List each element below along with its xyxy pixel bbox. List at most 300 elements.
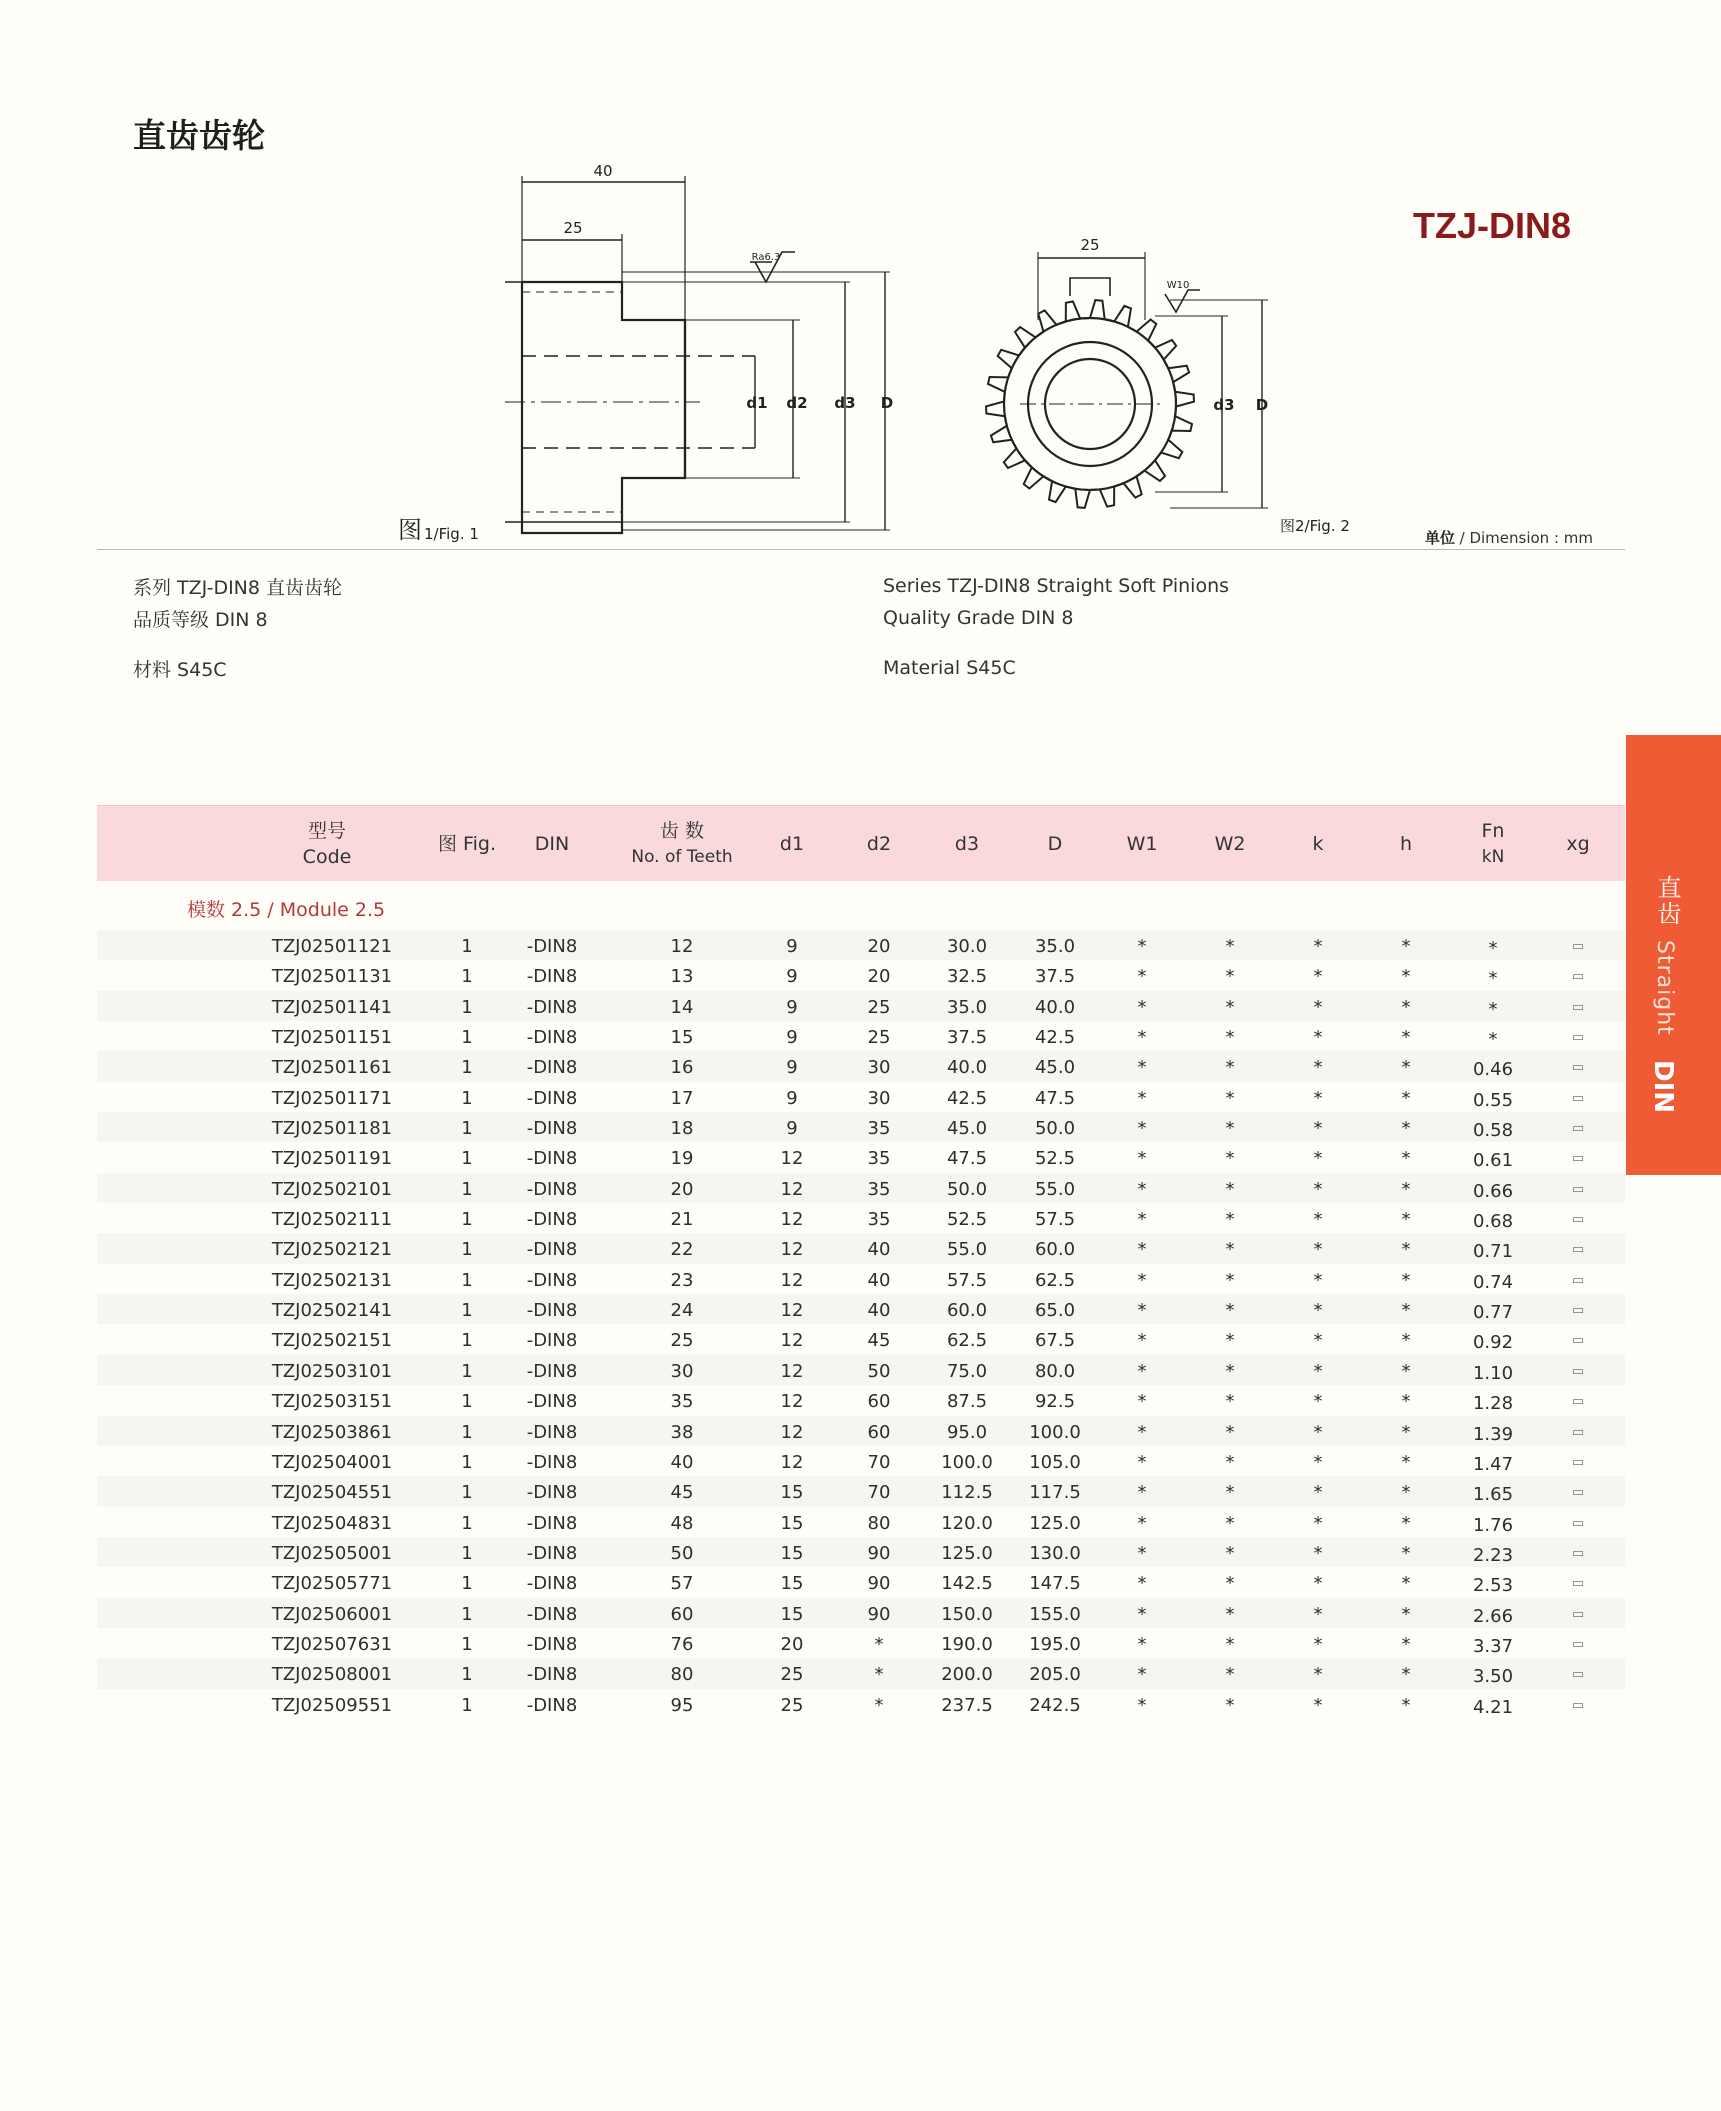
cell-din: -DIN8 [526, 1178, 578, 1200]
cell-d3: 95.0 [946, 1421, 988, 1443]
cell-d3: 60.0 [946, 1300, 988, 1322]
cell-d3: 100.0 [941, 1451, 993, 1473]
cell-din: -DIN8 [526, 1118, 578, 1140]
cell-w1: * [1137, 1209, 1147, 1231]
cell-code: TZJ02504551 [271, 1482, 393, 1504]
cell-d1: 12 [780, 1269, 804, 1291]
cell-w2: * [1225, 1148, 1235, 1170]
cell-d2: 35 [867, 1209, 891, 1231]
cell-d2: 25 [867, 1027, 891, 1049]
cell-last: ▭ [1571, 1272, 1585, 1288]
spec-material-en: Material S45C [883, 657, 1016, 679]
cell-fig: 1 [461, 1482, 473, 1504]
cell-w1: * [1137, 1482, 1147, 1504]
col-last: xg [1566, 832, 1590, 855]
cell-d3: 30.0 [946, 936, 988, 957]
cell-fig: 1 [461, 1664, 473, 1686]
cell-D: 40.0 [1034, 996, 1076, 1018]
cell-D: 57.5 [1034, 1209, 1076, 1231]
cell-d2: 30 [867, 1057, 891, 1079]
cell-fig: 1 [461, 1148, 473, 1170]
page-title: 直齿齿轮 [133, 116, 265, 155]
cell-k: * [1313, 1482, 1323, 1504]
cell-code: TZJ02504831 [271, 1512, 393, 1534]
cell-code: TZJ02503151 [271, 1391, 393, 1413]
cell-d3: 45.0 [946, 1118, 988, 1140]
table-row [97, 1142, 1625, 1172]
cell-D: 195.0 [1029, 1633, 1081, 1655]
cell-last: ▭ [1571, 1697, 1585, 1713]
cell-fn: 1.28 [1472, 1393, 1514, 1415]
cell-teeth: 16 [670, 1057, 694, 1079]
cell-k: * [1313, 1603, 1323, 1625]
cell-k: * [1313, 1421, 1323, 1443]
cell-teeth: 17 [670, 1087, 694, 1109]
cell-h: * [1401, 1603, 1411, 1625]
cell-fn: * [1488, 968, 1498, 990]
cell-code: TZJ02501171 [271, 1087, 393, 1109]
cell-d2: 70 [867, 1451, 891, 1473]
cell-din: -DIN8 [526, 1087, 578, 1109]
cell-d3: 150.0 [941, 1603, 993, 1625]
cell-k: * [1313, 1633, 1323, 1655]
col-w2: W2 [1214, 832, 1246, 855]
cell-h: * [1401, 1542, 1411, 1564]
cell-d1: 12 [780, 1178, 804, 1200]
cell-code: TZJ02502101 [271, 1178, 393, 1200]
cell-fn: 0.71 [1472, 1241, 1514, 1263]
cell-din: -DIN8 [526, 1512, 578, 1534]
cell-code: TZJ02506001 [271, 1603, 393, 1625]
cell-w1: * [1137, 966, 1147, 988]
cell-fn: 3.37 [1472, 1635, 1514, 1657]
cell-d3: 200.0 [941, 1664, 993, 1686]
cell-D: 45.0 [1034, 1057, 1076, 1079]
cell-fig: 1 [461, 1360, 473, 1382]
cell-d2: 20 [867, 936, 891, 957]
fig1-label-cn: 图 [398, 516, 422, 544]
cell-d3: 120.0 [941, 1512, 993, 1534]
cell-code: TZJ02501121 [271, 936, 393, 957]
cell-d3: 87.5 [946, 1391, 988, 1413]
cell-h: * [1401, 1421, 1411, 1443]
cell-w1: * [1137, 1512, 1147, 1534]
cell-d3: 35.0 [946, 996, 988, 1018]
cell-fig: 1 [461, 966, 473, 988]
cell-teeth: 60 [670, 1603, 694, 1625]
cell-d1: 15 [780, 1482, 804, 1504]
cell-h: * [1401, 1087, 1411, 1109]
cell-fig: 1 [461, 1512, 473, 1534]
col-k: k [1312, 832, 1324, 855]
cell-k: * [1313, 1118, 1323, 1140]
cell-last: ▭ [1571, 1394, 1585, 1410]
cell-D: 55.0 [1034, 1178, 1076, 1200]
cell-fig: 1 [461, 936, 473, 957]
table-row [97, 1112, 1625, 1142]
cell-d3: 142.5 [941, 1573, 993, 1595]
cell-code: TZJ02508001 [271, 1664, 393, 1686]
cell-w2: * [1225, 936, 1235, 957]
side-tab-en: Straight [1652, 940, 1677, 1036]
col-w1: W1 [1126, 832, 1158, 855]
cell-din: -DIN8 [526, 1300, 578, 1322]
cell-teeth: 14 [670, 996, 694, 1018]
dim-40-label: 40 [593, 162, 613, 180]
cell-d3: 237.5 [941, 1694, 993, 1716]
cell-last: ▭ [1571, 1576, 1585, 1592]
cell-h: * [1401, 1269, 1411, 1291]
cell-fig: 1 [461, 1451, 473, 1473]
cell-h: * [1401, 1664, 1411, 1686]
spec-english [883, 570, 1229, 684]
cell-d2: 90 [867, 1573, 891, 1595]
cell-din: -DIN8 [526, 1603, 578, 1625]
table-row [97, 1233, 1625, 1263]
cell-last: ▭ [1571, 939, 1585, 954]
cell-last: ▭ [1571, 969, 1585, 985]
cell-h: * [1401, 1239, 1411, 1261]
cell-d3: 47.5 [946, 1148, 988, 1170]
cell-D: 155.0 [1029, 1603, 1081, 1625]
cell-h: * [1401, 1118, 1411, 1140]
cell-d2: * [874, 1633, 884, 1655]
spec-quality-cn: 品质等级 DIN 8 [133, 609, 268, 631]
dim-25b-label: 25 [1080, 236, 1100, 254]
cell-fn: 0.61 [1472, 1150, 1514, 1172]
table-row [97, 1294, 1625, 1324]
cell-d2: 25 [867, 996, 891, 1018]
cell-teeth: 21 [670, 1209, 694, 1231]
cell-din: -DIN8 [526, 966, 578, 988]
dim-25-label: 25 [563, 219, 583, 237]
cell-fn: 0.55 [1472, 1089, 1514, 1111]
cell-d1: 12 [780, 1239, 804, 1261]
cell-teeth: 18 [670, 1118, 694, 1140]
cell-h: * [1401, 936, 1411, 957]
cell-d3: 57.5 [946, 1269, 988, 1291]
cell-k: * [1313, 1694, 1323, 1716]
cell-last: ▭ [1571, 1606, 1585, 1622]
cell-fig: 1 [461, 1209, 473, 1231]
technical-drawings [0, 0, 1721, 560]
cell-d2: * [874, 1664, 884, 1686]
cell-d2: 20 [867, 966, 891, 988]
cell-fn: 3.50 [1472, 1666, 1514, 1688]
cell-teeth: 23 [670, 1269, 694, 1291]
cell-d3: 55.0 [946, 1239, 988, 1261]
cell-fig: 1 [461, 1330, 473, 1352]
divider [97, 549, 1625, 550]
side-tab-cn: 直齿 [1653, 875, 1681, 927]
table-row [97, 930, 1625, 960]
fig1-label-en: 1/Fig. 1 [424, 525, 479, 543]
product-series-title: TZJ-DIN8 [1413, 205, 1572, 246]
cell-k: * [1313, 966, 1323, 988]
cell-w2: * [1225, 1512, 1235, 1534]
cell-d1: 9 [786, 966, 798, 988]
cell-teeth: 19 [670, 1148, 694, 1170]
cell-w1: * [1137, 1542, 1147, 1564]
cell-d1: 12 [780, 1360, 804, 1382]
cell-fn: 1.39 [1472, 1423, 1514, 1445]
cell-w1: * [1137, 996, 1147, 1018]
cell-d2: 40 [867, 1300, 891, 1322]
cell-k: * [1313, 1360, 1323, 1382]
cell-w1: * [1137, 1603, 1147, 1625]
cell-h: * [1401, 1057, 1411, 1079]
cell-fn: 2.66 [1472, 1605, 1514, 1627]
cell-fn: 1.76 [1472, 1514, 1514, 1536]
cell-D: 67.5 [1034, 1330, 1076, 1352]
cell-din: -DIN8 [526, 936, 578, 957]
cell-fn: 0.68 [1472, 1211, 1514, 1233]
cell-d2: 35 [867, 1178, 891, 1200]
cell-k: * [1313, 1664, 1323, 1686]
cell-fig: 1 [461, 1542, 473, 1564]
cell-code: TZJ02505771 [271, 1573, 393, 1595]
cell-d2: 45 [867, 1330, 891, 1352]
table-row [97, 1385, 1625, 1415]
table-body [97, 930, 1625, 1719]
cell-h: * [1401, 1391, 1411, 1413]
cell-w1: * [1137, 1573, 1147, 1595]
cell-w1: * [1137, 1330, 1147, 1352]
cell-D: 42.5 [1034, 1027, 1076, 1049]
cell-fn: 0.58 [1472, 1120, 1514, 1142]
cell-fig: 1 [461, 1603, 473, 1625]
cell-teeth: 22 [670, 1239, 694, 1261]
cell-teeth: 95 [670, 1694, 694, 1716]
cell-D: 105.0 [1029, 1451, 1081, 1473]
cell-teeth: 13 [670, 966, 694, 988]
cell-fn: 2.53 [1472, 1575, 1514, 1597]
cell-w1: * [1137, 1633, 1147, 1655]
cell-d3: 112.5 [941, 1482, 993, 1504]
cell-h: * [1401, 1482, 1411, 1504]
cell-d1: 15 [780, 1603, 804, 1625]
cell-h: * [1401, 996, 1411, 1018]
cell-fn: 4.21 [1472, 1696, 1514, 1718]
cell-d1: 9 [786, 936, 798, 957]
cell-d2: 40 [867, 1239, 891, 1261]
cell-d2: 90 [867, 1603, 891, 1625]
cell-h: * [1401, 966, 1411, 988]
cell-fig: 1 [461, 1118, 473, 1140]
cell-code: TZJ02503861 [271, 1421, 393, 1443]
table-row [97, 1324, 1625, 1354]
cell-d3: 52.5 [946, 1209, 988, 1231]
cell-w1: * [1137, 1057, 1147, 1079]
cell-last: ▭ [1571, 1485, 1585, 1501]
cell-teeth: 48 [670, 1512, 694, 1534]
cell-D: 205.0 [1029, 1664, 1081, 1686]
cell-D: 100.0 [1029, 1421, 1081, 1443]
cell-D: 52.5 [1034, 1148, 1076, 1170]
table-row [97, 1598, 1625, 1628]
cell-D: 125.0 [1029, 1512, 1081, 1534]
cell-d2: 70 [867, 1482, 891, 1504]
cell-fn: 1.10 [1472, 1362, 1514, 1384]
cell-w2: * [1225, 996, 1235, 1018]
cell-w2: * [1225, 1664, 1235, 1686]
cell-teeth: 12 [670, 936, 694, 957]
cell-fn: * [1488, 998, 1498, 1020]
col-d2: d2 [866, 832, 892, 855]
cell-w1: * [1137, 1118, 1147, 1140]
cell-din: -DIN8 [526, 1360, 578, 1382]
cell-fig: 1 [461, 1573, 473, 1595]
cell-fig: 1 [461, 996, 473, 1018]
cell-h: * [1401, 1148, 1411, 1170]
cell-code: TZJ02502111 [271, 1209, 393, 1231]
cell-din: -DIN8 [526, 1057, 578, 1079]
dim-d3-label: d3 [834, 394, 856, 412]
col-code: 型号 Code [302, 819, 352, 868]
cell-k: * [1313, 1209, 1323, 1231]
cell-code: TZJ02501181 [271, 1118, 393, 1140]
cell-last: ▭ [1571, 1545, 1585, 1561]
spec-series-en: Series TZJ-DIN8 Straight Soft Pinions [883, 575, 1230, 597]
cell-w2: * [1225, 1482, 1235, 1504]
col-din: DIN [534, 832, 570, 855]
cell-d1: 12 [780, 1209, 804, 1231]
cell-w2: * [1225, 1360, 1235, 1382]
roughness-label-2: W10 [1166, 280, 1190, 291]
cell-d3: 37.5 [946, 1027, 988, 1049]
cell-h: * [1401, 1451, 1411, 1473]
cell-d1: 9 [786, 1087, 798, 1109]
table-row [97, 1203, 1625, 1233]
cell-fig: 1 [461, 1027, 473, 1049]
cell-k: * [1313, 1239, 1323, 1261]
cell-d3: 40.0 [946, 1057, 988, 1079]
cell-din: -DIN8 [526, 996, 578, 1018]
cell-k: * [1313, 1512, 1323, 1534]
cell-teeth: 76 [670, 1633, 694, 1655]
cell-last: ▭ [1571, 1454, 1585, 1470]
cell-code: TZJ02502151 [271, 1330, 393, 1352]
cell-w1: * [1137, 1269, 1147, 1291]
cell-k: * [1313, 1542, 1323, 1564]
cell-teeth: 24 [670, 1300, 694, 1322]
cell-w1: * [1137, 1239, 1147, 1261]
cell-din: -DIN8 [526, 1391, 578, 1413]
cell-code: TZJ02503101 [271, 1360, 393, 1382]
cell-last: ▭ [1571, 1242, 1585, 1258]
cell-din: -DIN8 [526, 1542, 578, 1564]
cell-w1: * [1137, 936, 1147, 957]
cell-last: ▭ [1571, 1121, 1585, 1137]
cell-k: * [1313, 936, 1323, 957]
cell-d1: 9 [786, 996, 798, 1018]
cell-w2: * [1225, 1300, 1235, 1322]
col-fig: 图 Fig. [438, 832, 496, 855]
cell-code: TZJ02501161 [271, 1057, 393, 1079]
unit-note: 单位 / Dimension : mm [1424, 529, 1593, 547]
cell-k: * [1313, 1269, 1323, 1291]
cell-k: * [1313, 1573, 1323, 1595]
fig2-labels [1080, 236, 1349, 535]
cell-code: TZJ02502121 [271, 1239, 393, 1261]
cell-code: TZJ02504001 [271, 1451, 393, 1473]
cell-d2: 35 [867, 1148, 891, 1170]
cell-w1: * [1137, 1300, 1147, 1322]
cell-teeth: 40 [670, 1451, 694, 1473]
cell-w1: * [1137, 1178, 1147, 1200]
dim-d2-label: d2 [786, 394, 808, 412]
side-tab-din: DIN [1648, 1060, 1678, 1114]
cell-fn: 0.92 [1472, 1332, 1514, 1354]
cell-d3: 50.0 [946, 1178, 988, 1200]
cell-w2: * [1225, 1421, 1235, 1443]
fig2-gear-front-view [986, 252, 1268, 508]
cell-h: * [1401, 1300, 1411, 1322]
cell-D: 47.5 [1034, 1087, 1076, 1109]
cell-k: * [1313, 1330, 1323, 1352]
cell-fig: 1 [461, 1269, 473, 1291]
cell-D: 92.5 [1034, 1391, 1076, 1413]
cell-d1: 20 [780, 1633, 804, 1655]
cell-last: ▭ [1571, 1212, 1585, 1228]
cell-k: * [1313, 996, 1323, 1018]
cell-last: ▭ [1571, 1060, 1585, 1076]
spec-chinese [133, 572, 342, 686]
cell-D: 80.0 [1034, 1360, 1076, 1382]
spec-quality-en: Quality Grade DIN 8 [883, 607, 1074, 629]
cell-last: ▭ [1571, 1515, 1585, 1531]
cell-d1: 15 [780, 1542, 804, 1564]
cell-w2: * [1225, 1330, 1235, 1352]
cell-w2: * [1225, 1573, 1235, 1595]
table-header [97, 805, 1625, 881]
cell-d1: 9 [786, 1118, 798, 1140]
cell-code: TZJ02501151 [271, 1027, 393, 1049]
table-row [97, 960, 1625, 990]
cell-fn: 0.74 [1472, 1271, 1514, 1293]
cell-d3: 125.0 [941, 1542, 993, 1564]
cell-D: 65.0 [1034, 1300, 1076, 1322]
table-row [97, 1355, 1625, 1385]
fig2-label: 图2/Fig. 2 [1280, 517, 1350, 535]
cell-d3: 62.5 [946, 1330, 988, 1352]
cell-w2: * [1225, 1178, 1235, 1200]
cell-h: * [1401, 1027, 1411, 1049]
cell-teeth: 38 [670, 1421, 694, 1443]
cell-d3: 42.5 [946, 1087, 988, 1109]
table-row [97, 991, 1625, 1021]
cell-teeth: 50 [670, 1542, 694, 1564]
cell-d1: 12 [780, 1330, 804, 1352]
cell-teeth: 15 [670, 1027, 694, 1049]
cell-fig: 1 [461, 1239, 473, 1261]
cell-d1: 9 [786, 1057, 798, 1079]
col-d3: d3 [954, 832, 980, 855]
col-d1: d1 [779, 832, 805, 855]
cell-w2: * [1225, 1694, 1235, 1716]
category-side-tab[interactable] [1626, 735, 1721, 1175]
cell-D: 35.0 [1034, 936, 1076, 957]
cell-h: * [1401, 1330, 1411, 1352]
roughness-label: Ra6.3 [751, 252, 781, 263]
cell-din: -DIN8 [526, 1482, 578, 1504]
cell-din: -DIN8 [526, 1239, 578, 1261]
fig1-labels [398, 162, 893, 544]
cell-w1: * [1137, 1451, 1147, 1473]
cell-w2: * [1225, 966, 1235, 988]
cell-d1: 12 [780, 1451, 804, 1473]
table-row [97, 1082, 1625, 1112]
